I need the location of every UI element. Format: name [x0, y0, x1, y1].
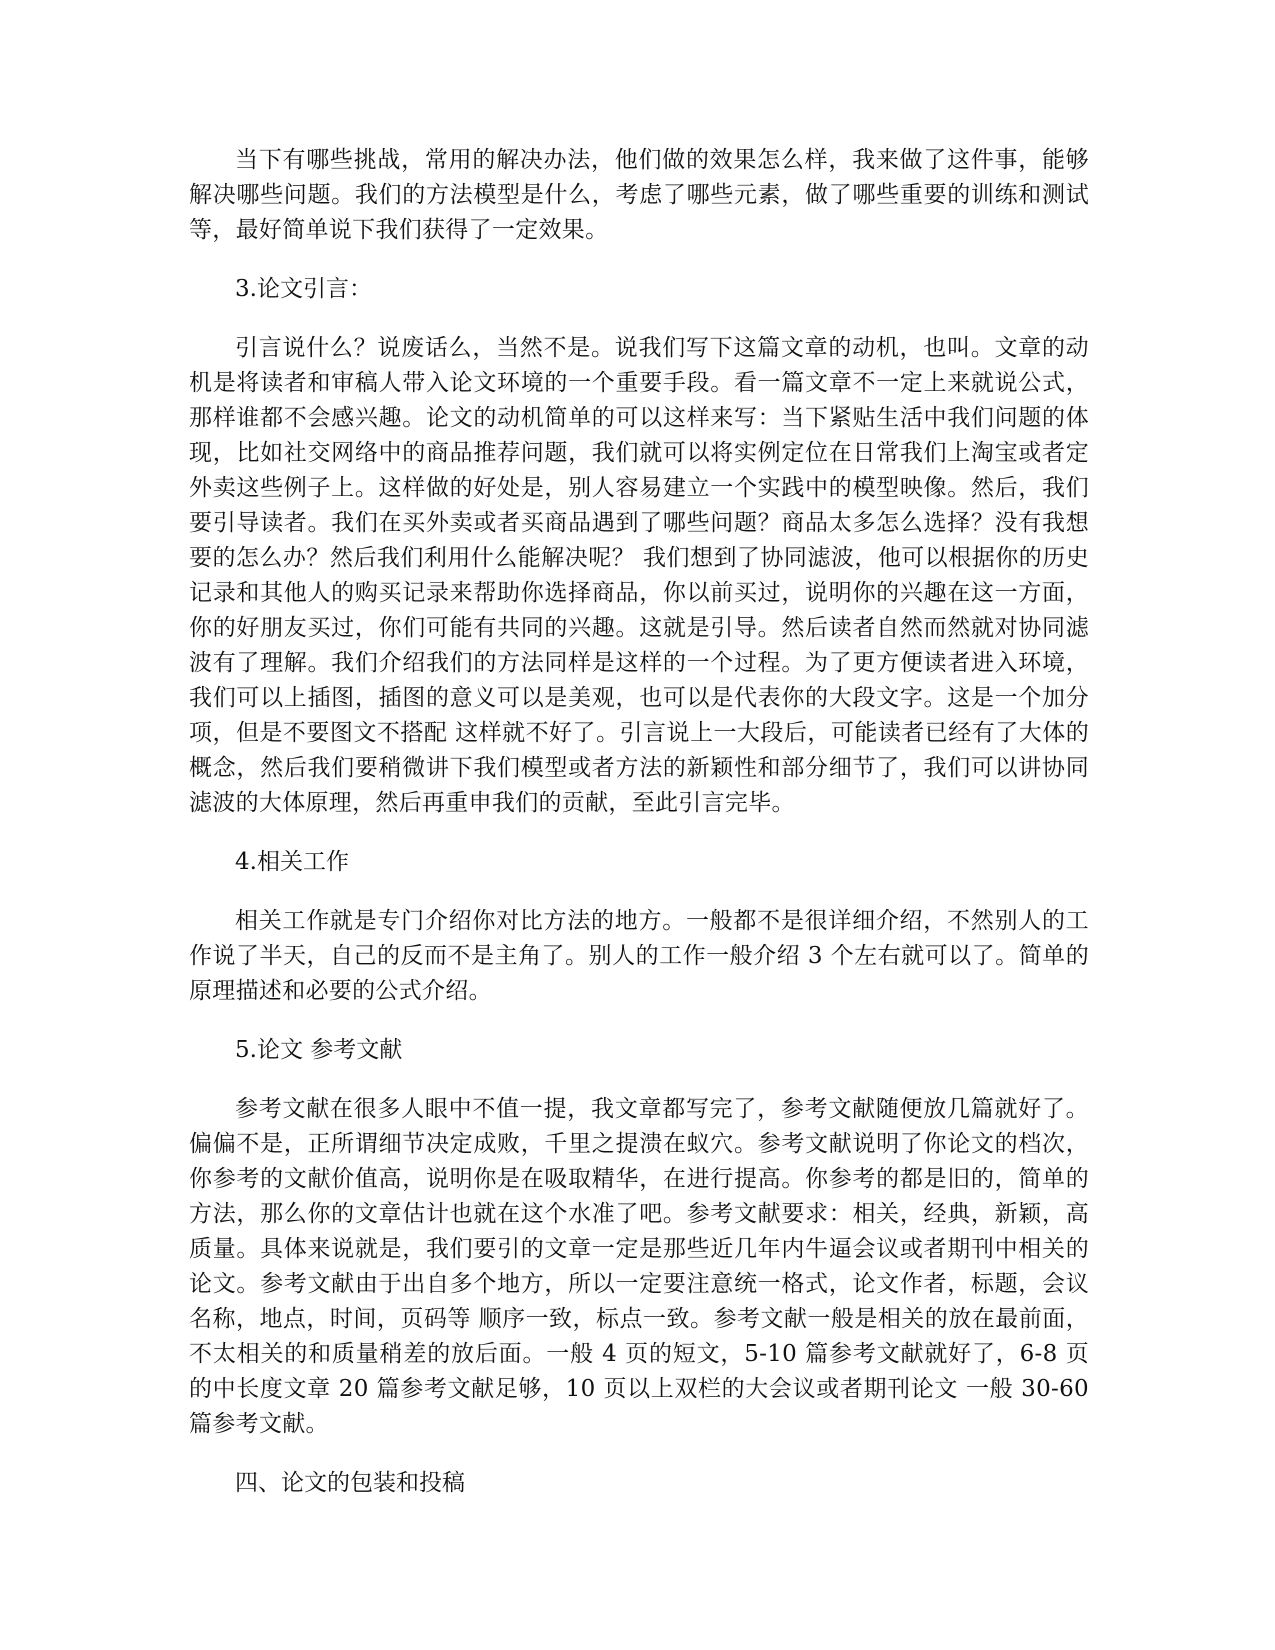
section-heading-introduction: 3.论文引言： — [235, 276, 372, 302]
document-page — [189, 143, 1089, 1501]
related-work-paragraph: 相关工作就是专门介绍你对比方法的地方。一般都不是很详细介绍，不然别人的工作说了半天，自己的反而不是主角了。别人的工作一般介绍 3 个左右就可以了。简单的原理描述和必要的公式介绍。 — [189, 908, 1089, 1004]
section-heading-references: 5.论文 参考文献 — [235, 1037, 403, 1063]
references-paragraph: 参考文献在很多人眼中不值一提，我文章都写完了，参考文献随便放几篇就好了。偏偏不是，正所谓细节决定成败，千里之提溃在蚁穴。参考文献说明了你论文的档次，你参考的文献价值高，说明你是在吸取精华，在进行提高。你参考的都是旧的，简单的方法，那么你的文章估计也就在这个水准了吧。参考文献要求：相关，经典，新颖，高质量。具体来说就是，我们要引的文章一定是那些近几年内牛逼会议或者期刊中相关的论文。参考文献由于出自多个地方，所以一定要注意统一格式，论文作者，标题，会议名称，地点，时间，页码等 顺序一致，标点一致。参考文献一般是相关的放在最前面，不太相关的和质量稍差的放后面。一般 4 页的短文，5-10 篇参考文献就好了，6-8 页的中长度文章 20 篇参考文献足够，10 页以上双栏的大会议或者期刊论文 一般 30-60 篇参考文献。 — [189, 1096, 1089, 1437]
chapter-heading-packaging-submission: 四、论文的包装和投稿 — [235, 1470, 465, 1496]
intro-paragraph: 当下有哪些挑战，常用的解决办法，他们做的效果怎么样，我来做了这件事，能够解决哪些问题。我们的方法模型是什么，考虑了哪些元素，做了哪些重要的训练和测试等，最好简单说下我们获得了一定效果。 — [189, 147, 1089, 243]
introduction-paragraph: 引言说什么？说废话么，当然不是。说我们写下这篇文章的动机，也叫。文章的动机是将读者和审稿人带入论文环境的一个重要手段。看一篇文章不一定上来就说公式，那样谁都不会感兴趣。论文的动机简单的可以这样来写：当下紧贴生活中我们问题的体现，比如社交网络中的商品推荐问题，我们就可以将实例定位在日常我们上淘宝或者定外卖这些例子上。这样做的好处是，别人容易建立一个实践中的模型映像。然后，我们要引导读者。我们在买外卖或者买商品遇到了哪些问题？商品太多怎么选择？没有我想要的怎么办？然后我们利用什么能解决呢？ 我们想到了协同滤波，他可以根据你的历史记录和其他人的购买记录来帮助你选择商品，你以前买过，说明你的兴趣在这一方面，你的好朋友买过，你们可能有共同的兴趣。这就是引导。然后读者自然而然就对协同滤波有了理解。我们介绍我们的方法同样是这样的一个过程。为了更方便读者进入环境，我们可以上插图，插图的意义可以是美观，也可以是代表你的大段文字。这是一个加分项，但是不要图文不搭配 这样就不好了。引言说上一大段后，可能读者已经有了大体的概念，然后我们要稍微讲下我们模型或者方法的新颖性和部分细节了，我们可以讲协同滤波的大体原理，然后再重申我们的贡献，至此引言完毕。 — [189, 335, 1089, 816]
section-heading-related-work: 4.相关工作 — [235, 849, 349, 875]
